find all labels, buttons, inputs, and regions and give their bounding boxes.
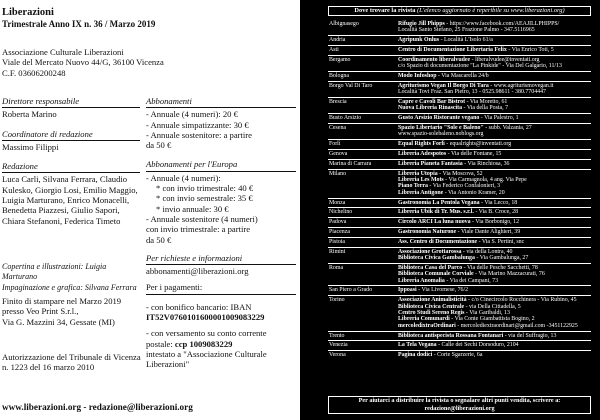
print-line: Via G. Mazzini 34, Gessate (MI)	[2, 316, 115, 327]
venue-address: - Via Garibaldi, 13	[464, 310, 510, 317]
venue-address: - Via Rinchiosa, 36	[462, 160, 510, 167]
pagamenti-label: Per i pagamenti:	[146, 282, 296, 294]
venue-entry	[398, 105, 591, 111]
distribution-row	[328, 140, 591, 150]
venue-list	[398, 352, 591, 358]
city-name: Genova	[329, 151, 348, 157]
header-note: (L'elenco aggiornato è reperibile su www.liberazioni.org)	[417, 7, 565, 14]
redazione-line: Luigia Marturano, Enrico Monacelli,	[2, 195, 130, 206]
distribution-row	[328, 264, 591, 287]
venue-address: - Corte Sgarzerie, 6a	[432, 352, 483, 359]
europa-line: da 50 €	[146, 234, 172, 245]
venue-list	[398, 73, 591, 79]
venue-name: Pagina dodici	[398, 352, 433, 359]
venue-name: Libreria Utopia	[398, 170, 438, 177]
distribution-row	[328, 228, 591, 238]
issue-info: Trimestrale Anno IX n. 36 / Marzo 2019	[2, 19, 156, 29]
venue-list	[398, 219, 591, 225]
venue-name: Centro Studi Sereno Regis	[398, 310, 465, 317]
venue-list	[398, 57, 591, 70]
venue-list	[398, 239, 591, 245]
city-name: Bergamo	[329, 56, 351, 63]
ccp-value: ccp 1009083229	[174, 338, 233, 349]
venue-entry	[398, 342, 591, 348]
venue-entry	[398, 287, 591, 293]
venue-address: Località Tovi Fraz. San Pietro, 13 - 0525.98611 - 380.7704447	[398, 89, 546, 96]
venue-name: Associazione Grottarossa	[398, 248, 462, 255]
venue-list	[398, 229, 591, 235]
city-name: Rimini	[329, 248, 346, 255]
venue-address: - Via Gambalunga, 27	[474, 255, 529, 261]
venue-list	[398, 161, 591, 167]
venue-address: - Calle dei Sechi Dorsoduro, 2104	[436, 342, 519, 349]
venue-address: - Viale Dante Alighieri, 39	[456, 229, 521, 235]
direttore-name: Roberta Marino	[2, 109, 57, 120]
city-name: Brescia	[329, 99, 347, 105]
venue-entry	[398, 333, 591, 339]
venue-list	[398, 287, 591, 293]
venue-address: - c/o Cinecircolo Rocchinera - Via Rubino, 45	[466, 297, 577, 304]
intestato-line: Liberazioni"	[146, 359, 190, 370]
venue-list	[398, 171, 591, 197]
venue-address: - Via Moretto, 61	[465, 99, 508, 105]
venue-address: - Via Antonio Kramer, 20	[443, 189, 505, 196]
distribution-row	[328, 286, 591, 296]
venue-address: - Via Carmagnola, 4 ang. Via Pepe	[443, 177, 527, 183]
venue-address: - Via Enrico Toti, 5	[506, 47, 554, 53]
venue-address: c/o Spazio di documentazione "La Pinkide" - Via Del Galgario, 11/13	[398, 63, 562, 70]
distribution-row	[328, 124, 591, 140]
city-name: Asti	[329, 47, 339, 53]
abbonamento-line: - Annuale sostenitore: a partire	[146, 129, 252, 140]
venue-address: - Via della Posta, 7	[462, 105, 509, 112]
venue-list	[398, 209, 591, 215]
europa-line: con invio trimestrale: a partire	[146, 224, 251, 235]
bonifico-line	[146, 302, 296, 312]
venue-address: - Via Borbonigo, 12	[470, 219, 520, 226]
distribution-row	[328, 98, 591, 114]
city-name: Milano	[329, 170, 347, 177]
print-line: Finito di stampare nel Marzo 2019	[2, 296, 122, 306]
venue-name: Biblioteca antispecista Rossana Fontanari	[398, 332, 504, 339]
iban-value: IT52V0760101600001009083229	[146, 312, 265, 323]
venue-list	[398, 200, 591, 206]
court-authorization	[2, 352, 142, 373]
venue-entry	[398, 161, 591, 167]
versamento-line: - con versamento su conto corrente	[146, 328, 267, 339]
venue-entry	[398, 323, 591, 329]
city-name: Albignasego	[329, 21, 359, 27]
abbonamento-line: da 50 €	[146, 140, 172, 151]
venue-entry	[398, 63, 591, 69]
distribution-row	[328, 114, 591, 124]
venue-name: Rifugio Jill Phipps	[398, 21, 445, 27]
city-name: Trento	[329, 332, 345, 339]
venue-list	[398, 342, 591, 348]
europa-line: - Annuale sostenitore (4 numeri)	[146, 213, 258, 224]
tribunale-line: n. 1223 del 16 marzo 2010	[2, 362, 95, 373]
venue-address: - Via Federico Confalonieri, 3	[427, 183, 501, 190]
copertina-credit: Copertina e illustrazioni: Luigia Marturano	[2, 262, 107, 282]
venue-address: - via Della Cittadella, 5	[464, 303, 521, 310]
association-line: Associazione Culturale Liberazioni	[2, 47, 124, 57]
distribution-footer: Per aiutarci a distribuire la rivista o segnalare altri punti vendita, scrivere a: redazione@liberazioni.org	[328, 396, 591, 414]
distribution-row	[328, 36, 591, 46]
venue-name: Piano Terra	[398, 183, 428, 190]
venue-entry	[398, 73, 591, 79]
venue-address: - mercolediextraordinari@gmail.com -3451122925	[455, 322, 578, 329]
venue-name: Libreria Ubik di Tr. Mus. s.r.l.	[398, 209, 474, 216]
venue-name: Gastronomia Naturone	[398, 229, 457, 235]
city-name: Roma	[329, 264, 344, 271]
distribution-header	[328, 6, 591, 16]
venue-name: Modo Infoshop	[398, 73, 437, 79]
city-name: Forlì	[329, 141, 341, 148]
venue-address: - https://www.facebook.com/AEAJILLPHIPPS/	[444, 21, 560, 27]
venue-name: Libreria Antigone	[398, 189, 444, 196]
venue-name: Biblioteca Casa del Parco	[398, 264, 463, 271]
redazione-line: Luca Carli, Silvana Ferrara, Claudio	[2, 174, 128, 185]
distribution-row	[328, 82, 591, 98]
venue-list	[398, 333, 591, 339]
redazione-line: Kulesko, Giorgio Losi, Emilio Maggio,	[2, 184, 138, 195]
venue-address: - Via dei Campani, 73	[444, 277, 499, 284]
association-line: Viale del Mercato Nuovo 44/G, 36100 Vicenza	[2, 57, 164, 68]
city-name: Verona	[329, 352, 346, 359]
redazione-line: Chiara Stefanoni, Federica Timeto	[2, 215, 121, 226]
venue-name: Biblioteca Civica Gambalunga	[398, 255, 475, 261]
magazine-title: Liberazioni	[2, 7, 54, 18]
abbonamento-line: - Annuale (4 numeri): 20 €	[146, 109, 238, 120]
coordinatore-label: Coordinatore di redazione	[2, 129, 140, 141]
richieste-email[interactable]: abbonamenti@liberazioni.org	[146, 266, 249, 277]
venue-entry	[398, 151, 591, 157]
venue-address: - Via Palestro, 1	[479, 115, 519, 122]
venue-name: La Tela Vegana	[398, 342, 437, 349]
redazione-label: Redazione	[2, 161, 140, 173]
graphics-credits	[2, 262, 142, 293]
venue-name: Agriturismo Vegan Il Borgo Di Tara	[398, 82, 489, 89]
distribution-row	[328, 351, 591, 360]
venue-address: - Via Livornese, 76/2	[416, 287, 469, 294]
venue-address: - liberalvudee@inventati.org	[470, 56, 540, 63]
venue-entry	[398, 190, 591, 196]
venue-entry	[398, 200, 591, 206]
europa-label: Abbonamenti per l'Europa	[146, 159, 296, 171]
distribution-page	[300, 0, 600, 420]
venue-list	[398, 47, 591, 53]
city-name: Padova	[329, 219, 347, 226]
venue-entry	[398, 229, 591, 235]
venue-name: Centro di Documentazione Libertaria Felix	[398, 47, 507, 53]
distribution-row	[328, 341, 591, 351]
print-line: presso Veo Print S.r.l.,	[2, 306, 79, 317]
venue-address: - Via Moscova, 52	[437, 170, 483, 177]
association-info	[2, 47, 164, 78]
city-name: Cesena	[329, 125, 347, 131]
venue-entry	[398, 278, 591, 284]
city-name: Monza	[329, 199, 346, 206]
venue-list	[398, 249, 591, 262]
venue-address: Località Santo Stefano, 25 Frazione Palmo - 347.5116965	[398, 27, 535, 34]
venue-name: Biblioteca Civica Centrale	[398, 303, 465, 310]
venue-entry	[398, 47, 591, 53]
impaginazione-credit: Impaginazione e grafica: Silvana Ferrara	[2, 282, 137, 292]
venue-entry	[398, 239, 591, 245]
venue-list	[398, 125, 591, 138]
venue-address: - Via Conte Giambattista Bogino, 2	[449, 316, 535, 323]
direttore-label: Direttore responsabile	[2, 96, 140, 108]
distribution-row	[328, 20, 591, 36]
distribution-row	[328, 150, 591, 160]
distribution-row	[328, 170, 591, 199]
versamento-postale: postale:	[146, 338, 173, 349]
venue-name: Libreria Anomalia	[398, 277, 445, 284]
city-name: Venezia	[329, 342, 348, 349]
distribution-row	[328, 56, 591, 72]
venue-entry	[398, 141, 591, 147]
subscriptions	[146, 96, 296, 370]
editorial-staff	[2, 96, 142, 226]
europa-line: * invio annuale: 30 €	[156, 203, 229, 214]
versamento-line	[146, 339, 296, 349]
bonifico-text: - con bonifico bancario: IBAN	[146, 301, 252, 312]
venue-address: - equalrights@inventati.org	[444, 141, 512, 148]
venue-list	[398, 151, 591, 157]
venue-entry	[398, 37, 591, 43]
redazione-line: Benedetta Piazzesi, Giulio Sapori,	[2, 205, 120, 216]
website-footer[interactable]: www.liberazioni.org - redazione@liberazioni.org	[2, 401, 193, 412]
distribution-row	[328, 208, 591, 218]
venue-address: - Via Lecco, 18	[479, 199, 518, 206]
coordinatore-name: Massimo Filippi	[2, 141, 59, 152]
venue-address: - Via delle Fontane, 15	[446, 151, 502, 157]
distribution-row	[328, 199, 591, 209]
venue-address: - Via S. Pertini, snc	[477, 238, 525, 245]
venue-entry	[398, 255, 591, 261]
distribution-row	[328, 72, 591, 82]
tribunale-line: Autorizzazione del Tribunale di Vicenza	[2, 352, 141, 362]
venue-name: Gastronomia La Pentola Vegana	[398, 199, 480, 206]
venue-address: www.spazio-solebaleno.noblogs.org	[398, 131, 484, 138]
venue-list	[398, 21, 591, 34]
city-name: Pistoia	[329, 238, 346, 245]
venue-list	[398, 83, 591, 96]
venue-address: - Via Marino Mazzacurati, 76	[473, 271, 545, 278]
venue-entry	[398, 131, 591, 137]
venue-name: Associazione Animalisticità	[398, 297, 467, 304]
venue-address: - Via B. Croce, 28	[473, 209, 519, 216]
venue-address: - www.agriturismovegan.it	[488, 82, 554, 89]
distribution-list	[328, 20, 591, 360]
venue-list	[398, 99, 591, 112]
abbonamenti-label: Abbonamenti	[146, 96, 296, 108]
venue-list	[398, 265, 591, 284]
venue-name: Agripunk Onlus	[398, 37, 440, 44]
richieste-label: Per richieste e informazioni	[146, 253, 296, 265]
venue-entry	[398, 115, 591, 121]
venue-name: Libreria Comunardi	[398, 316, 450, 323]
venue-list	[398, 141, 591, 147]
venue-name: Spazio Libertario "Sole e Baleno"	[398, 125, 484, 131]
intestato-line: intestato a "Associazione Culturale	[146, 348, 267, 359]
venue-name: Libreria Pianeta Fantasia	[398, 160, 463, 167]
venue-entry	[398, 209, 591, 215]
city-name: Piacenza	[329, 229, 350, 235]
distribution-row	[328, 46, 591, 56]
venue-name: Circolo ARCI La luna nuova	[398, 219, 471, 226]
venue-entry	[398, 219, 591, 225]
venue-address: - via della Lontra, 40	[461, 248, 513, 255]
venue-name: Biblioteca Comunale Corviale	[398, 271, 474, 278]
venue-name: Libreria Les Mots	[398, 177, 444, 183]
venue-list	[398, 115, 591, 121]
city-name: Marina di Carrara	[329, 160, 372, 167]
masthead	[2, 7, 155, 30]
venue-entry	[398, 89, 591, 95]
distribution-row	[328, 332, 591, 342]
venue-name: Nuova Libreria Rinascita	[398, 105, 463, 112]
city-name: Bologna	[329, 73, 349, 79]
venue-name: Equal Rights Forlì	[398, 141, 445, 148]
distribution-row	[328, 218, 591, 228]
city-name: Nichelino	[329, 209, 353, 216]
venue-name: Ippoasi	[398, 287, 417, 294]
city-name: Torino	[329, 297, 345, 304]
venue-address: - Località L'Isolo 61/a	[439, 37, 493, 44]
europa-line: * con invio trimestrale: 40 €	[156, 183, 254, 194]
distribution-row	[328, 248, 591, 264]
association-line: C.F. 03606200248	[2, 67, 66, 78]
venue-address: - Via delle Pesche Sacchetti, 78	[462, 264, 538, 271]
header-title: Dove trovare la rivista	[354, 7, 416, 14]
venue-name: Gusto Arsizio Ristorante vegano	[398, 115, 480, 122]
distribution-row	[328, 238, 591, 248]
city-name: Borgo Val Di Taro	[329, 82, 373, 89]
venue-entry	[398, 27, 591, 33]
abbonamento-line: - Annuale simpatizzante: 30 €	[146, 119, 249, 130]
venue-name: Capre e Cavoli Bar Bistrot	[398, 99, 466, 105]
print-info	[2, 296, 142, 327]
venue-name: mercoledìxtraOrdinari	[398, 322, 456, 329]
city-name: San Piero a Grado	[329, 287, 373, 294]
distribution-row	[328, 160, 591, 170]
venue-address: - via del Suffragio, 13	[503, 332, 557, 339]
city-name: Busto Arsizio	[329, 115, 362, 122]
city-name: Andria	[329, 37, 346, 44]
venue-name: Ass. Centro di Documentazione	[398, 238, 478, 245]
europa-line: * con invio semestrale: 35 €	[156, 193, 253, 204]
venue-address: - Via Mascarella 24/b	[436, 73, 489, 79]
venue-list	[398, 297, 591, 329]
venue-list	[398, 37, 591, 43]
distribution-row	[328, 296, 591, 331]
venue-name: Libreria Adespotos	[398, 151, 447, 157]
europa-line: - Annuale (4 numeri):	[146, 172, 221, 183]
venue-address: - subb. Valzania, 27	[483, 125, 532, 131]
venue-name: Coordinamento liberalvudee	[398, 56, 471, 63]
venue-entry	[398, 352, 591, 358]
